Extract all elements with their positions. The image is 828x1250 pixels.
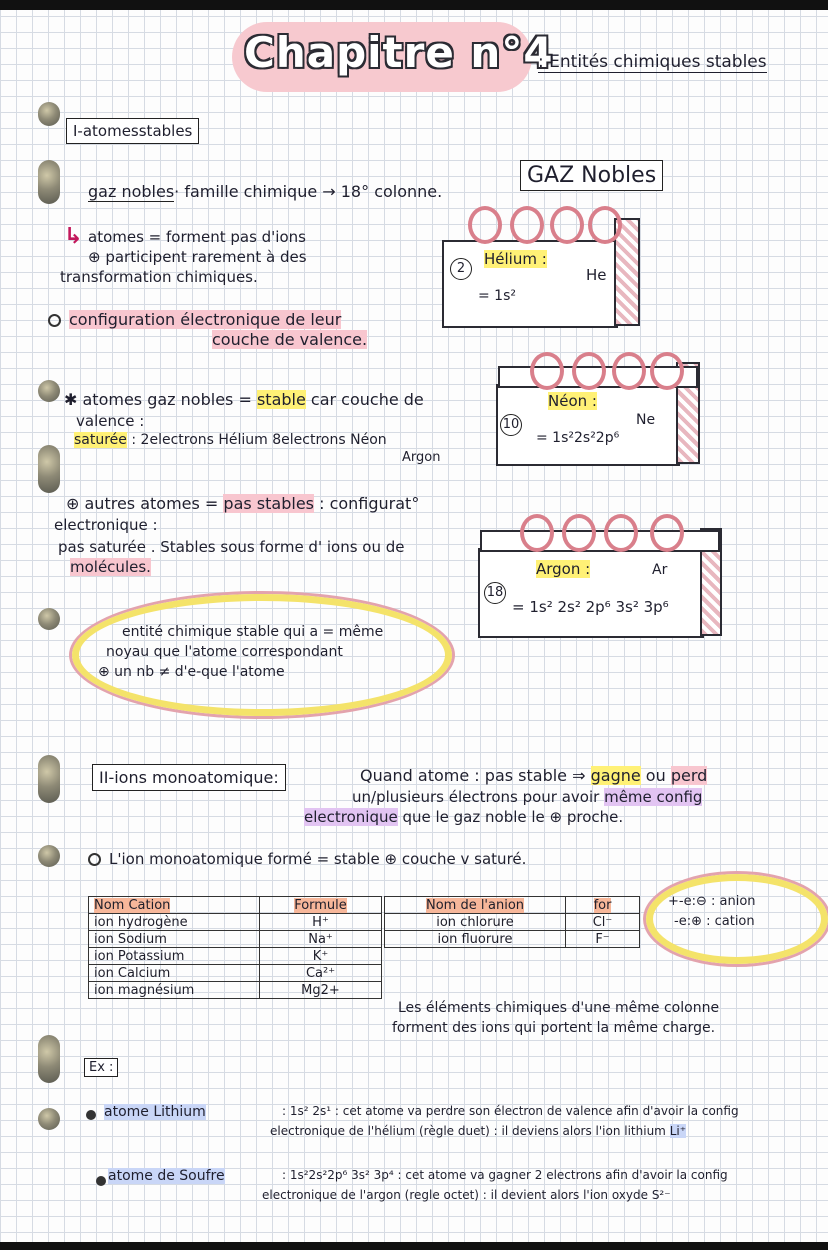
page-title: Chapitre n°4 [244, 28, 554, 77]
table-row [89, 982, 382, 999]
table-row [89, 897, 382, 914]
ring-icon [562, 514, 596, 552]
ion-monoatomique-line: L'ion monoatomique formé = stable ⊕ couche v saturé. [88, 850, 526, 868]
ring-icon [572, 352, 606, 390]
argon-symbol: Ar [652, 562, 668, 578]
table-cell: F⁻ [566, 931, 640, 948]
neon-symbol: Ne [636, 412, 656, 428]
star-line-2: valence : [76, 412, 145, 430]
table-cell: Cl⁻ [566, 914, 640, 931]
table-row [89, 965, 382, 982]
table-cell: ion fluorure [385, 931, 566, 948]
helium-symbol: He [586, 266, 607, 284]
table-header: Nom de l'anion [385, 897, 566, 914]
binder-hole-icon [38, 845, 60, 867]
colonne-line-2: forment des ions qui portent la même charge. [392, 1020, 716, 1036]
lithium-line-1: : 1s² 2s¹ : cet atome va perdre son électron de valence afin d'avoir la config [282, 1104, 739, 1118]
ring-icon [588, 206, 622, 244]
table-cell: Ca²⁺ [260, 965, 382, 982]
autres-line-3: pas saturée . Stables sous forme d' ions ou de [58, 538, 405, 556]
ring-icon [550, 206, 584, 244]
config-line-1: configuration électronique de leur [48, 310, 341, 329]
helium-name: Hélium : [484, 250, 547, 268]
argon-config: = 1s² 2s² 2p⁶ 3s² 3p⁶ [512, 598, 669, 616]
table-cell: ion chlorure [385, 914, 566, 931]
atomes-line-3: transformation chimiques. [60, 268, 258, 286]
table-cell: ion magnésium [89, 982, 260, 999]
table-cell: ion Potassium [89, 948, 260, 965]
helium-number: 2 [450, 258, 472, 280]
table-cell: ion Calcium [89, 965, 260, 982]
ring-icon [520, 514, 554, 552]
neon-number: 10 [500, 414, 522, 436]
table-cell: ion Sodium [89, 931, 260, 948]
page-subtitle: : Entités chimiques stables [538, 52, 767, 72]
table-cell: ion hydrogène [89, 914, 260, 931]
colonne-line-1: Les éléments chimiques d'une même colonne [398, 1000, 720, 1016]
gaz-nobles-header: GAZ Nobles [520, 160, 663, 191]
cloud-line-3: ⊕ un nb ≠ d'e-que l'atome [98, 664, 285, 680]
table-row [385, 931, 640, 948]
neon-config: = 1s²2s²2p⁶ [536, 430, 620, 446]
bullet-icon [96, 1176, 106, 1186]
helium-config: = 1s² [478, 288, 516, 304]
table-header: Formule [260, 897, 382, 914]
bullet-icon [86, 1110, 96, 1120]
binder-hole-icon [38, 1035, 60, 1083]
atomes-line-1: atomes = forment pas d'ions [88, 228, 306, 246]
table-cell: Mg2+ [260, 982, 382, 999]
example-label: Ex : [84, 1058, 118, 1077]
top-frame-bar [0, 0, 828, 10]
lithium-line-2: electronique de l'hélium (règle duet) : il deviens alors l'ion lithium Li⁺ [270, 1124, 687, 1138]
table-row [89, 931, 382, 948]
autres-line-2: electronique : [54, 516, 158, 534]
section-2-line-3: electronique que le gaz noble le ⊕ proche. [304, 808, 624, 826]
calendar-top [480, 530, 720, 552]
bottom-frame-bar [0, 1242, 828, 1250]
lithium-label: atome Lithium [104, 1104, 206, 1120]
table-cell: Na⁺ [260, 931, 382, 948]
star-line-1: ✱ atomes gaz nobles = stable car couche de [64, 390, 424, 409]
table-cell: H⁺ [260, 914, 382, 931]
hollow-bullet-icon [88, 853, 101, 866]
section-2-line-2: un/plusieurs électrons pour avoir même config [352, 788, 703, 806]
star-line-3: saturée : 2electrons Hélium 8electrons Néon [74, 432, 387, 448]
ring-icon [604, 514, 638, 552]
binder-hole-icon [38, 380, 60, 402]
asterisk-icon: ✱ [64, 390, 83, 409]
ring-icon [530, 352, 564, 390]
config-line-2: couche de valence. [212, 330, 368, 349]
cation-table [88, 896, 382, 999]
table-row [89, 948, 382, 965]
legend-anion: +-e:⊖ : anion [668, 894, 756, 909]
section-2-line-1: Quand atome : pas stable ⇒ gagne ou perd [360, 766, 708, 785]
binder-hole-icon [38, 755, 60, 803]
ring-icon [612, 352, 646, 390]
table-cell: K⁺ [260, 948, 382, 965]
cloud-line-1: entité chimique stable qui a = même [122, 624, 384, 640]
section-1-heading: I-atomesstables [66, 118, 199, 144]
hollow-bullet-icon [48, 314, 61, 327]
soufre-line-1: : 1s²2s²2p⁶ 3s² 3p⁴ : cet atome va gagner 2 electrons afin d'avoir la config [282, 1168, 728, 1182]
section-2-heading: II-ions monoatomique: [92, 764, 286, 791]
binder-hole-icon [38, 1108, 60, 1130]
ring-icon [650, 352, 684, 390]
legend-cation: -e:⊕ : cation [674, 914, 755, 929]
autres-line-1: ⊕ autres atomes = pas stables : configurat° [66, 494, 420, 513]
anion-table [384, 896, 640, 948]
ring-icon [650, 514, 684, 552]
binder-hole-icon [38, 608, 60, 630]
arrow-return-icon: ↳ [64, 224, 83, 249]
autres-line-4: molécules. [70, 558, 151, 576]
cloud-line-2: noyau que l'atome correspondant [106, 644, 343, 660]
binder-hole-icon [38, 445, 60, 493]
soufre-label: atome de Soufre [108, 1168, 225, 1184]
binder-hole-icon [38, 102, 60, 126]
table-header: for [566, 897, 640, 914]
table-row [89, 914, 382, 931]
ring-icon [510, 206, 544, 244]
argon-name: Argon : [536, 560, 591, 578]
star-line-4: Argon [402, 450, 441, 465]
gaz-nobles-line: gaz nobles· famille chimique → 18° colonne. [88, 182, 443, 201]
binder-hole-icon [38, 160, 60, 204]
neon-name: Néon : [548, 392, 597, 410]
table-row [385, 914, 640, 931]
argon-number: 18 [484, 582, 506, 604]
ring-icon [468, 206, 502, 244]
atomes-line-2: ⊕ participent rarement à des [88, 248, 307, 266]
calendar-card-argon [478, 548, 704, 638]
table-row [385, 897, 640, 914]
soufre-line-2: electronique de l'argon (regle octet) : il devient alors l'ion oxyde S²⁻ [262, 1188, 671, 1202]
table-header: Nom Cation [89, 897, 260, 914]
